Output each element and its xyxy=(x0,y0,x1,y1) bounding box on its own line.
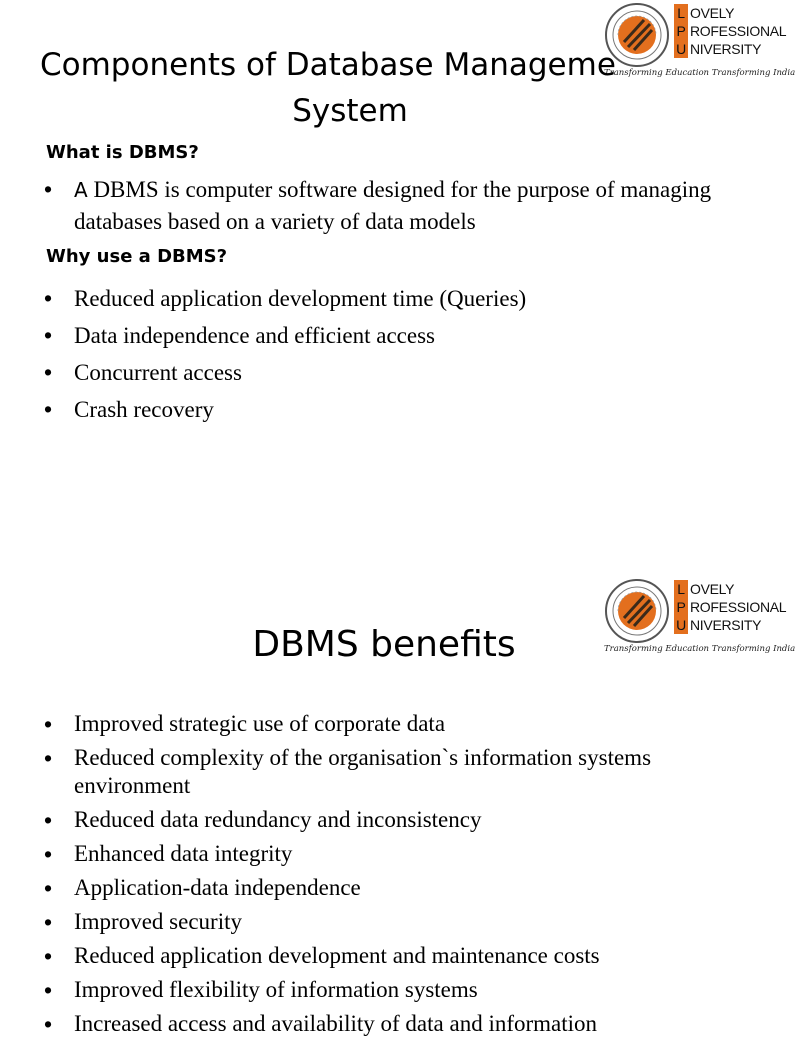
slide-title xyxy=(40,42,650,134)
lpu-line-university: U NIVERSITY xyxy=(674,40,786,58)
heading-what-is-dbms: What is DBMS? xyxy=(46,142,199,163)
list-item: • Reduced data redundancy and inconsistency xyxy=(44,806,744,834)
slide-dbms-benefits xyxy=(0,576,795,1036)
heading-why-use-dbms: Why use a DBMS? xyxy=(46,246,228,267)
list-item: • Application-data independence xyxy=(44,874,744,902)
list-item: • Crash recovery xyxy=(44,391,526,428)
lpu-line-lovely: L OVELY xyxy=(674,580,786,598)
list-item: • Enhanced data integrity xyxy=(44,840,744,868)
lpu-line-university: U NIVERSITY xyxy=(674,616,786,634)
lpu-wordmark xyxy=(674,4,786,58)
lpu-line-professional: P ROFESSIONAL xyxy=(674,22,786,40)
list-item: • A DBMS is computer software designed for the purpose of managing databases based on a variety of data models xyxy=(44,174,724,237)
slide-title-line1: Components of Database Manageme xyxy=(40,47,616,83)
benefits-list xyxy=(44,710,744,1044)
lpu-line-professional: P ROFESSIONAL xyxy=(674,598,786,616)
list-item: • Reduced application development time (Queries) xyxy=(44,280,526,317)
list-item: • Data independence and efficient access xyxy=(44,317,526,354)
list-item: • Increased access and availability of data and information xyxy=(44,1010,744,1038)
definition-list xyxy=(44,174,724,237)
list-item: • Improved security xyxy=(44,908,744,936)
reasons-list xyxy=(44,280,526,428)
slide-title: DBMS benefits xyxy=(252,624,516,665)
list-item: • Improved strategic use of corporate data xyxy=(44,710,744,738)
list-item: • Improved flexibility of information systems xyxy=(44,976,744,1004)
lpu-tagline: Transforming Education Transforming India xyxy=(604,68,795,78)
slide-title-line2: System xyxy=(292,93,408,129)
lpu-line-lovely: L OVELY xyxy=(674,4,786,22)
list-item: • Reduced application development and maintenance costs xyxy=(44,942,744,970)
list-item: • Reduced complexity of the organisation`s information systems environment xyxy=(44,744,744,800)
lpu-tagline: Transforming Education Transforming India xyxy=(604,644,795,654)
list-item: • Concurrent access xyxy=(44,354,526,391)
